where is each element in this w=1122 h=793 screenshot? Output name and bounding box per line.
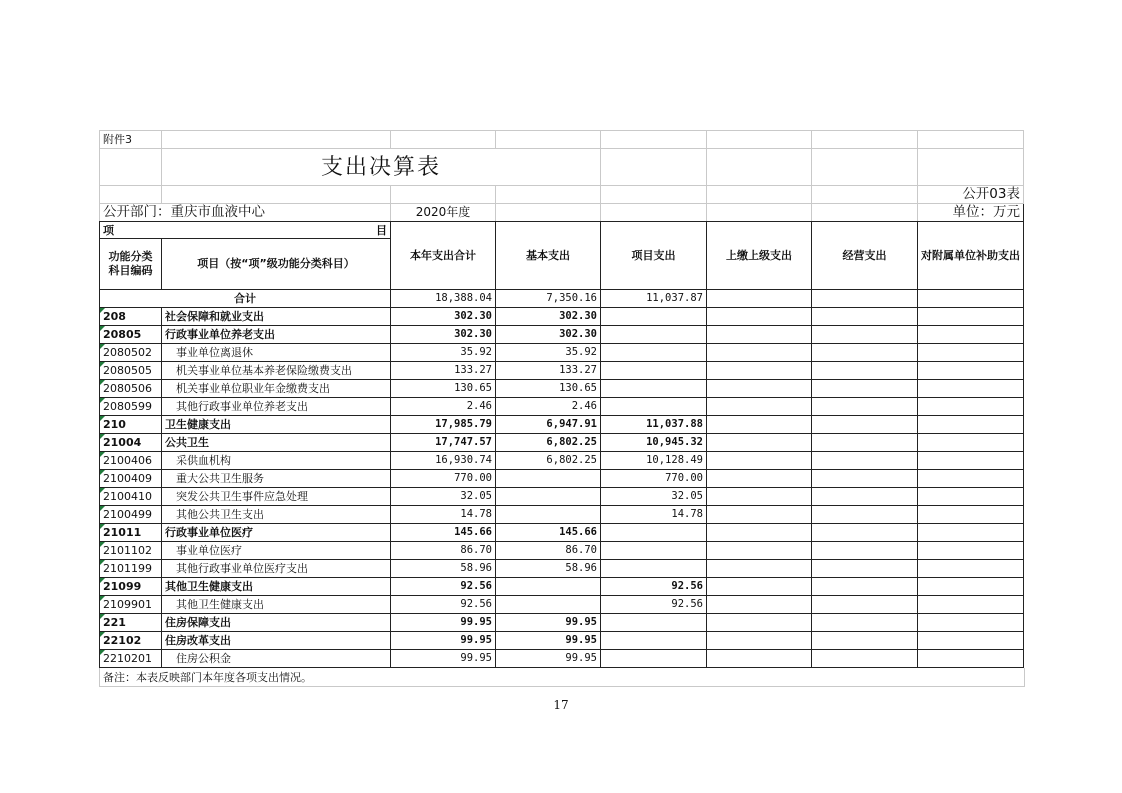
row-basic: 99.95 — [496, 614, 601, 632]
row-name: 其他卫生健康支出 — [162, 578, 391, 596]
row-basic: 6,947.91 — [496, 416, 601, 434]
header-business: 经营支出 — [812, 222, 918, 290]
row-upper — [707, 578, 812, 596]
row-subsidy — [918, 416, 1024, 434]
row-total: 133.27 — [391, 362, 496, 380]
row-business — [812, 542, 918, 560]
row-upper — [707, 524, 812, 542]
row-subsidy — [918, 308, 1024, 326]
row-basic: 133.27 — [496, 362, 601, 380]
row-business — [812, 650, 918, 668]
table-row — [100, 506, 1024, 524]
total-sum: 18,388.04 — [391, 290, 496, 308]
row-total: 302.30 — [391, 308, 496, 326]
header-total: 本年支出合计 — [391, 222, 496, 290]
row-name: 机关事业单位职业年金缴费支出 — [162, 380, 391, 398]
row-code: 210 — [100, 416, 162, 434]
row-upper — [707, 488, 812, 506]
row-basic: 2.46 — [496, 398, 601, 416]
row-project: 770.00 — [601, 470, 707, 488]
row-upper — [707, 596, 812, 614]
row-business — [812, 344, 918, 362]
row-total: 14.78 — [391, 506, 496, 524]
row-business — [812, 434, 918, 452]
row-project: 92.56 — [601, 596, 707, 614]
table-row — [100, 308, 1024, 326]
row-basic: 145.66 — [496, 524, 601, 542]
header-project: 项目支出 — [601, 222, 707, 290]
row-subsidy — [918, 344, 1024, 362]
row-project: 11,037.88 — [601, 416, 707, 434]
row-project — [601, 560, 707, 578]
row-upper — [707, 650, 812, 668]
row-subsidy — [918, 524, 1024, 542]
footnote: 备注：本表反映部门本年度各项支出情况。 — [99, 668, 1025, 687]
row-basic — [496, 578, 601, 596]
row-code: 2100410 — [100, 488, 162, 506]
row-project: 14.78 — [601, 506, 707, 524]
row-subsidy — [918, 380, 1024, 398]
row-subsidy — [918, 560, 1024, 578]
row-project — [601, 398, 707, 416]
row-total: 145.66 — [391, 524, 496, 542]
row-code: 2080506 — [100, 380, 162, 398]
row-code: 21011 — [100, 524, 162, 542]
row-subsidy — [918, 326, 1024, 344]
header-item-right: 目 — [376, 223, 387, 237]
row-name: 行政事业单位医疗 — [162, 524, 391, 542]
row-business — [812, 524, 918, 542]
expenditure-sheet — [99, 130, 1023, 687]
row-basic — [496, 470, 601, 488]
row-project: 92.56 — [601, 578, 707, 596]
row-subsidy — [918, 398, 1024, 416]
table-row — [100, 542, 1024, 560]
row-business — [812, 632, 918, 650]
row-subsidy — [918, 470, 1024, 488]
unit-label: 单位：万元 — [918, 204, 1024, 222]
row-basic — [496, 488, 601, 506]
row-business — [812, 362, 918, 380]
row-name: 行政事业单位养老支出 — [162, 326, 391, 344]
row-project: 10,128.49 — [601, 452, 707, 470]
row-upper — [707, 470, 812, 488]
row-name: 采供血机构 — [162, 452, 391, 470]
row-code: 2101102 — [100, 542, 162, 560]
row-total: 17,747.57 — [391, 434, 496, 452]
row-upper — [707, 560, 812, 578]
row-basic: 130.65 — [496, 380, 601, 398]
row-name: 机关事业单位基本养老保险缴费支出 — [162, 362, 391, 380]
row-subsidy — [918, 578, 1024, 596]
row-project — [601, 632, 707, 650]
row-subsidy — [918, 542, 1024, 560]
row-business — [812, 416, 918, 434]
row-subsidy — [918, 362, 1024, 380]
row-code: 2080599 — [100, 398, 162, 416]
row-code: 2100406 — [100, 452, 162, 470]
row-business — [812, 326, 918, 344]
row-upper — [707, 308, 812, 326]
header-upper: 上缴上级支出 — [707, 222, 812, 290]
table-row — [100, 650, 1024, 668]
row-basic: 6,802.25 — [496, 434, 601, 452]
row-business — [812, 452, 918, 470]
row-code: 2101199 — [100, 560, 162, 578]
table-row — [100, 488, 1024, 506]
row-name: 住房公积金 — [162, 650, 391, 668]
row-basic: 99.95 — [496, 650, 601, 668]
department-label: 公开部门：重庆市血液中心 — [100, 204, 391, 222]
row-business — [812, 578, 918, 596]
row-subsidy — [918, 452, 1024, 470]
row-basic: 302.30 — [496, 308, 601, 326]
table-row — [100, 344, 1024, 362]
row-name: 其他行政事业单位医疗支出 — [162, 560, 391, 578]
row-total: 92.56 — [391, 596, 496, 614]
row-name: 公共卫生 — [162, 434, 391, 452]
row-total: 2.46 — [391, 398, 496, 416]
row-code: 2100409 — [100, 470, 162, 488]
form-code: 公开03表 — [918, 186, 1024, 204]
row-project — [601, 542, 707, 560]
table-row — [100, 524, 1024, 542]
row-business — [812, 380, 918, 398]
header-item-name: 项目（按“项”级功能分类科目） — [162, 239, 391, 290]
row-name: 住房保障支出 — [162, 614, 391, 632]
row-upper — [707, 398, 812, 416]
row-business — [812, 560, 918, 578]
row-total: 99.95 — [391, 632, 496, 650]
row-upper — [707, 380, 812, 398]
row-name: 住房改革支出 — [162, 632, 391, 650]
table-row — [100, 560, 1024, 578]
row-name: 卫生健康支出 — [162, 416, 391, 434]
row-total: 58.96 — [391, 560, 496, 578]
row-project — [601, 614, 707, 632]
row-subsidy — [918, 614, 1024, 632]
row-code: 2109901 — [100, 596, 162, 614]
row-subsidy — [918, 434, 1024, 452]
row-basic: 99.95 — [496, 632, 601, 650]
table-row — [100, 578, 1024, 596]
row-project: 10,945.32 — [601, 434, 707, 452]
row-name: 社会保障和就业支出 — [162, 308, 391, 326]
row-total: 17,985.79 — [391, 416, 496, 434]
row-upper — [707, 344, 812, 362]
table-row — [100, 632, 1024, 650]
row-total: 99.95 — [391, 614, 496, 632]
row-upper — [707, 542, 812, 560]
row-project — [601, 524, 707, 542]
row-code: 2080505 — [100, 362, 162, 380]
header-basic: 基本支出 — [496, 222, 601, 290]
row-name: 其他公共卫生支出 — [162, 506, 391, 524]
row-code: 2210201 — [100, 650, 162, 668]
row-business — [812, 470, 918, 488]
row-subsidy — [918, 488, 1024, 506]
total-label: 合计 — [100, 290, 391, 308]
row-name: 重大公共卫生服务 — [162, 470, 391, 488]
total-project: 11,037.87 — [601, 290, 707, 308]
row-code: 221 — [100, 614, 162, 632]
row-project — [601, 362, 707, 380]
table-row — [100, 596, 1024, 614]
row-code: 2080502 — [100, 344, 162, 362]
row-project — [601, 380, 707, 398]
row-subsidy — [918, 632, 1024, 650]
row-project: 32.05 — [601, 488, 707, 506]
row-upper — [707, 614, 812, 632]
row-upper — [707, 326, 812, 344]
row-code: 2100499 — [100, 506, 162, 524]
row-name: 其他行政事业单位养老支出 — [162, 398, 391, 416]
row-total: 770.00 — [391, 470, 496, 488]
page-number: 17 — [553, 698, 569, 712]
row-code: 21004 — [100, 434, 162, 452]
row-code: 22102 — [100, 632, 162, 650]
year-label: 2020年度 — [391, 204, 496, 222]
row-business — [812, 614, 918, 632]
row-total: 130.65 — [391, 380, 496, 398]
row-upper — [707, 362, 812, 380]
row-basic: 6,802.25 — [496, 452, 601, 470]
row-subsidy — [918, 506, 1024, 524]
row-upper — [707, 452, 812, 470]
row-upper — [707, 416, 812, 434]
row-business — [812, 398, 918, 416]
table-row — [100, 434, 1024, 452]
row-basic: 58.96 — [496, 560, 601, 578]
table-row — [100, 416, 1024, 434]
row-total: 16,930.74 — [391, 452, 496, 470]
row-basic — [496, 596, 601, 614]
attachment-label: 附件3 — [100, 131, 162, 149]
row-name: 事业单位医疗 — [162, 542, 391, 560]
table-row — [100, 398, 1024, 416]
header-func-code: 功能分类科目编码 — [100, 239, 162, 290]
row-business — [812, 488, 918, 506]
row-basic — [496, 506, 601, 524]
table-row — [100, 452, 1024, 470]
row-business — [812, 308, 918, 326]
row-name: 其他卫生健康支出 — [162, 596, 391, 614]
row-project — [601, 326, 707, 344]
expenditure-table — [99, 130, 1024, 668]
row-upper — [707, 506, 812, 524]
row-basic: 86.70 — [496, 542, 601, 560]
row-total: 302.30 — [391, 326, 496, 344]
table-row — [100, 326, 1024, 344]
sheet-title: 支出决算表 — [162, 149, 601, 186]
row-upper — [707, 632, 812, 650]
total-basic: 7,350.16 — [496, 290, 601, 308]
row-name: 突发公共卫生事件应急处理 — [162, 488, 391, 506]
row-project — [601, 344, 707, 362]
row-code: 21099 — [100, 578, 162, 596]
row-total: 32.05 — [391, 488, 496, 506]
row-basic: 35.92 — [496, 344, 601, 362]
table-row — [100, 614, 1024, 632]
row-total: 99.95 — [391, 650, 496, 668]
row-total: 92.56 — [391, 578, 496, 596]
row-total: 86.70 — [391, 542, 496, 560]
row-upper — [707, 434, 812, 452]
row-code: 208 — [100, 308, 162, 326]
row-total: 35.92 — [391, 344, 496, 362]
header-subsidy: 对附属单位补助支出 — [918, 222, 1024, 290]
row-project — [601, 308, 707, 326]
row-project — [601, 650, 707, 668]
row-basic: 302.30 — [496, 326, 601, 344]
row-subsidy — [918, 596, 1024, 614]
table-row — [100, 380, 1024, 398]
table-row — [100, 470, 1024, 488]
row-subsidy — [918, 650, 1024, 668]
row-code: 20805 — [100, 326, 162, 344]
row-business — [812, 596, 918, 614]
table-row — [100, 362, 1024, 380]
header-item: 项 — [103, 223, 114, 237]
row-name: 事业单位离退休 — [162, 344, 391, 362]
row-business — [812, 506, 918, 524]
